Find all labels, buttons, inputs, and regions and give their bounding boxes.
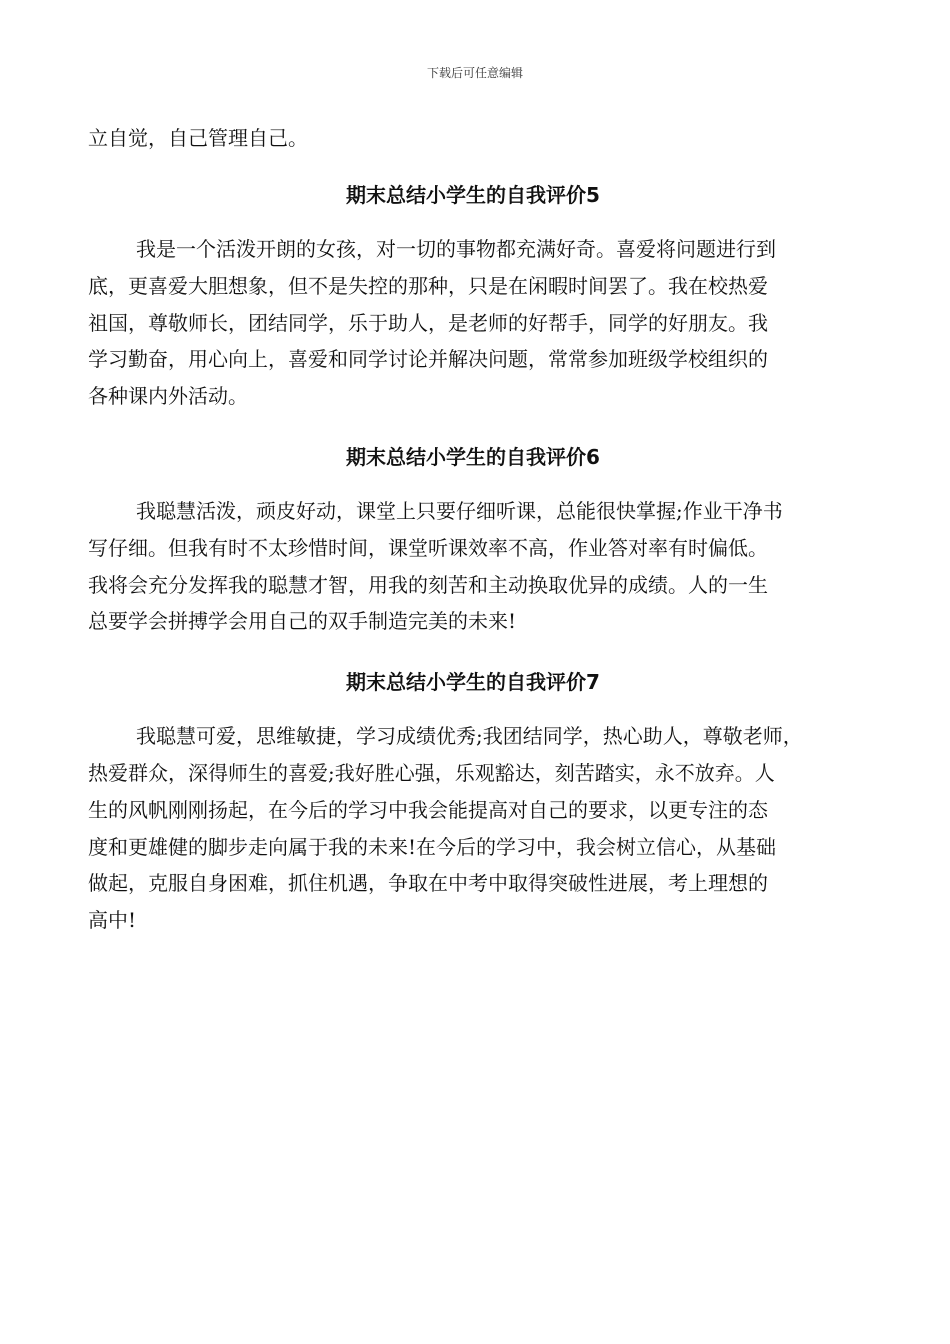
section-5-paragraph bbox=[88, 231, 858, 415]
section-heading: 期末总结小学生的自我评价5 bbox=[346, 183, 600, 207]
paragraph-line: 我是一个活泼开朗的女孩，对一切的事物都充满好奇。喜爱将问题进行到 bbox=[136, 237, 776, 261]
section-6-paragraph bbox=[88, 493, 858, 640]
paragraph-line: 总要学会拼搏学会用自己的双手制造完美的未来! bbox=[88, 609, 517, 634]
continuation-paragraph bbox=[88, 120, 858, 156]
paragraph-line: 我将会充分发挥我的聪慧才智，用我的刻苦和主动换取优异的成绩。人的一生 bbox=[88, 572, 768, 597]
section-heading-5-wrap bbox=[88, 177, 858, 213]
document-body bbox=[88, 120, 858, 939]
paragraph-line: 我聪慧活泼，顽皮好动，课堂上只要仔细听课，总能很快掌握;作业干净书 bbox=[136, 498, 783, 523]
section-heading-6-wrap bbox=[88, 439, 858, 475]
paragraph-line: 写仔细。但我有时不太珍惜时间，课堂听课效率不高，作业答对率有时偏低。 bbox=[88, 535, 768, 560]
paragraph-line: 立自觉，自己管理自己。 bbox=[88, 126, 308, 150]
paragraph-line: 高中! bbox=[88, 908, 137, 933]
page-header-note: 下载后可任意编辑 bbox=[426, 66, 523, 80]
section-heading: 期末总结小学生的自我评价6 bbox=[346, 444, 600, 469]
paragraph-line: 我聪慧可爱，思维敏捷，学习成绩优秀;我团结同学，热心助人，尊敬老师， bbox=[136, 724, 803, 749]
paragraph-line: 祖国，尊敬师长，团结同学，乐于助人，是老师的好帮手，同学的好朋友。我 bbox=[88, 310, 768, 335]
section-heading-7-wrap bbox=[88, 664, 858, 700]
section-heading: 期末总结小学生的自我评价7 bbox=[346, 670, 600, 695]
paragraph-line: 学习勤奋，用心向上，喜爱和同学讨论并解决问题，常常参加班级学校组织的 bbox=[88, 347, 768, 372]
paragraph-line: 度和更雄健的脚步走向属于我的未来!在今后的学习中，我会树立信心，从基础 bbox=[88, 834, 777, 859]
paragraph-line: 热爱群众，深得师生的喜爱;我好胜心强，乐观豁达，刻苦踏实，永不放弃。人 bbox=[88, 760, 775, 785]
paragraph-line: 生的风帆刚刚扬起，在今后的学习中我会能提高对自己的要求，以更专注的态 bbox=[88, 797, 768, 822]
paragraph-line: 做起，克服自身困难，抓住机遇，争取在中考中取得突破性进展，考上理想的 bbox=[88, 871, 768, 896]
paragraph-line: 底，更喜爱大胆想象，但不是失控的那种，只是在闲暇时间罢了。我在校热爱 bbox=[88, 273, 768, 298]
paragraph-line: 各种课内外活动。 bbox=[88, 384, 248, 409]
section-7-paragraph bbox=[88, 718, 858, 939]
